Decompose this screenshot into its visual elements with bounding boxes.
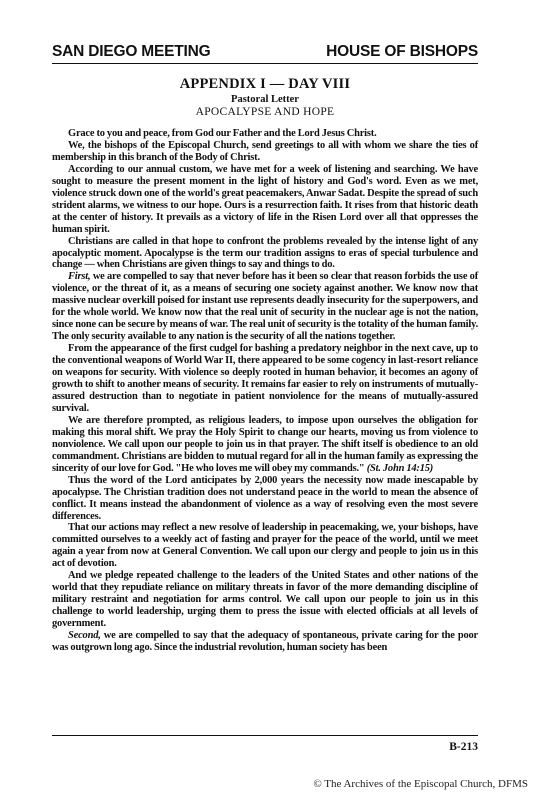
archive-credit: © The Archives of the Episcopal Church, DFMS xyxy=(313,778,528,790)
paragraph: Thus the word of the Lord anticipates by 2,000 years the necessity now made inescapable by apocalypse. The Christian tradition does not understand peace in the world to mean the absence of conflict. It means instead the abandonment of violence as a way of resolving even the most severe differences. xyxy=(52,474,478,522)
paragraph: We are therefore prompted, as religious leaders, to impose upon ourselves the obligation for making this moral shift. We pray the Holy Spirit to change our hearts, moving us from violence to nonviolence. We call upon our people to join us in that prayer. The shift itself is obedience to an old commandment. Christians are bidden to mutual regard for all in the human family as expressing the sincerity of our love for God. "He who loves me will obey my commands." (St. John 14:15) xyxy=(52,414,478,474)
running-header xyxy=(52,41,478,61)
header-left: SAN DIEGO MEETING xyxy=(52,43,211,60)
document-type: Pastoral Letter xyxy=(231,94,299,105)
footer-rule xyxy=(52,735,478,736)
page-number: B-213 xyxy=(449,741,478,753)
scripture-citation: (St. John 14:15) xyxy=(364,462,434,474)
header-right: HOUSE OF BISHOPS xyxy=(326,43,478,60)
paragraph: Christians are called in that hope to confront the problems revealed by the intense light of any apocalyptic moment. Apocalypse is the term our tradition assigns to eras of special turbulence and change — when Christians are given things to say and things to do. xyxy=(52,235,478,271)
paragraph: And we pledge repeated challenge to the leaders of the United States and other nations of the world that they repudiate reliance on military threats in favor of the more demanding discipline of military restraint and negotiation for arms control. We call upon our people to join us in this challenge to world leadership, urging them to press the issue with elected officials at all levels of government. xyxy=(52,570,478,630)
paragraph: We, the bishops of the Episcopal Church, send greetings to all with whom we share the ties of membership in this branch of the Body of Christ. xyxy=(52,139,478,163)
appendix-title: APPENDIX I — DAY VIII xyxy=(179,76,351,92)
header-rule xyxy=(52,63,478,64)
paragraph: First, we are compelled to say that never before has it been so clear that reason forbids the use of violence, or the threat of it, as a means of securing one society against another. We know now that massive nuclear overkill poised for instant use represents deadly insecurity for the superpowers, and for the whole world. We know now that the real unit of security in the nuclear age is not the nation, since none can be secure by means of war. The real unit of security is the totality of the human family. The only security available to any nation is the security of all the nations together. xyxy=(52,271,479,343)
paragraph-lead: Second, xyxy=(68,630,101,642)
paragraph: From the appearance of the first cudgel for bashing a predatory neighbor in the next cave, up to the conventional weapons of World War II, there appeared to be some cogency in last-resort reliance on weapons for security. With violence so deeply rooted in human behavior, it becomes an agony of growth to shift to another means of security. It remains far easier to rely on instruments of mutually-assured destruction than to negotiate in patient nonviolence for the means of mutually-assured survival. xyxy=(52,343,478,414)
paragraph: Grace to you and peace, from God our Father and the Lord Jesus Christ. xyxy=(68,128,377,139)
paragraph: According to our annual custom, we have met for a week of listening and searching. We have sought to measure the present moment in the light of history and God's word. Even as we met, violence struck down one of the world's great peacemakers, Anwar Sadat. Despite the spread of such strident alarms, we witness to our hope. Ours is a resurrection faith. It rises from that historic death at the center of history. It prevails as a victory of life in the Risen Lord over all that oppresses the human spirit. xyxy=(52,163,478,235)
paragraph-lead: First, xyxy=(68,271,91,283)
paragraph: That our actions may reflect a new resolve of leadership in peacemaking, we, your bishops, have committed ourselves to a weekly act of fasting and prayer for the peace of the world, until we meet again a year from now at General Convention. We call upon our clergy and people to join us in this act of devotion. xyxy=(52,522,478,570)
letter-body xyxy=(52,128,478,654)
paragraph: Second, we are compelled to say that the adequacy of spontaneous, private caring for the poor was outgrown long ago. Since the industrial revolution, human society has been xyxy=(52,630,478,653)
document-topic: APOCALYPSE AND HOPE xyxy=(195,106,335,118)
